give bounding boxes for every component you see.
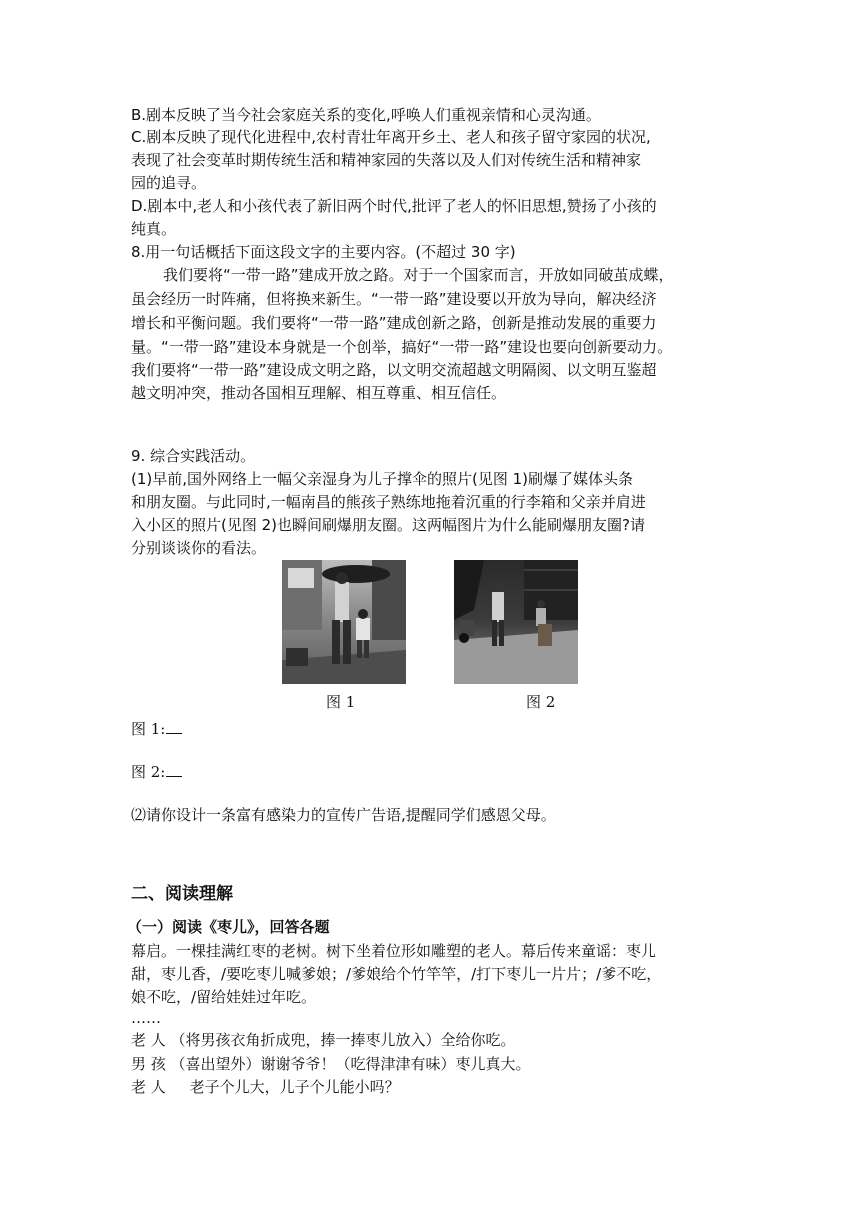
answer-2-blank[interactable] [166,762,182,777]
dialogue-line-1: 老 人 （将男孩衣角折成兜，捧一捧枣儿放入）全给你吃。 [131,1031,516,1049]
q8-passage-line-3: 增长和平衡问题。我们要将“一带一路”建成创新之路，创新是推动发展的重要力 [131,314,657,332]
figure-2-caption: 图 2 [526,693,556,711]
q8-passage-line-5: 我们要将“一带一路”建设成文明之路，以文明交流超越文明隔阂、以文明互鉴超 [131,361,657,379]
option-d-line-2: 纯真。 [131,220,177,238]
q9-part1-line-2: 和朋友圈。与此同时,一幅南昌的熊孩子熟练地拖着沉重的行李箱和父亲并肩进 [131,493,646,511]
passage-line-2: 甜，枣儿香，/要吃枣儿喊爹娘；/爹娘给个竹竿竿，/打下枣儿一片片；/爹不吃， [131,965,662,983]
dialogue-line-2: 男 孩 （喜出望外）谢谢爷爷！（吃得津津有味）枣儿真大。 [131,1055,531,1073]
figure-1-photo [282,560,406,684]
passage-line-1: 幕启。一棵挂满红枣的老树。树下坐着位形如雕塑的老人。幕后传来童谣：枣儿 [131,942,657,960]
section-2-subheading: （一）阅读《枣儿》，回答各题 [127,918,330,936]
passage-line-3: 娘不吃，/留给娃娃过年吃。 [131,988,317,1006]
passage-ellipsis: …… [131,1009,161,1027]
q8-passage-line-2: 虽会经历一时阵痛，但将换来新生。“一带一路”建设要以开放为导向，解决经济 [131,290,657,308]
option-c-line-2: 表现了社会变革时期传统生活和精神家园的失落以及人们对传统生活和精神家 [131,151,642,169]
q8-passage-line-1: 我们要将“一带一路”建成开放之路。对于一个国家而言，开放如同破茧成蝶， [163,266,674,284]
q9-part1-line-3: 入小区的照片(见图 2)也瞬间刷爆朋友圈。这两幅图片为什么能刷爆朋友圈?请 [131,516,645,534]
q8-passage-line-4: 量。“一带一路”建设本身就是一个创举，搞好“一带一路”建设也要向创新要动力。 [131,338,673,356]
option-d-line-1: D.剧本中,老人和小孩代表了新旧两个时代,批评了老人的怀旧思想,赞扬了小孩的 [131,197,657,215]
q9-part1-line-1: (1)早前,国外网络上一幅父亲湿身为儿子撑伞的照片(见图 1)刷爆了媒体头条 [131,470,634,488]
option-c-line-3: 园的追寻。 [131,174,207,192]
figure-1-caption: 图 1 [326,693,356,711]
dialogue-line-3: 老 人 老子个儿大，儿子个儿能小吗？ [131,1078,400,1096]
answer-2-label: 图 2: [131,763,166,781]
q8-prompt: 8.用一句话概括下面这段文字的主要内容。(不超过 30 字) [131,243,516,261]
option-c-line-1: C.剧本反映了现代化进程中,农村青壮年离开乡土、老人和孩子留守家园的状况, [131,128,651,146]
q9-title: 9. 综合实践活动。 [131,447,256,465]
answer-1-row [131,718,741,740]
answer-2-row [131,761,741,783]
q8-passage-line-6: 越文明冲突，推动各国相互理解、相互尊重、相互信任。 [131,384,507,402]
option-b: B.剧本反映了当今社会家庭关系的变化,呼唤人们重视亲情和心灵沟通。 [131,106,601,124]
q9-part2: ⑵请你设计一条富有感染力的宣传广告语,提醒同学们感恩父母。 [131,806,556,824]
q9-part1-line-4: 分别谈谈你的看法。 [131,539,267,557]
answer-1-label: 图 1: [131,720,166,738]
section-2-heading: 二、阅读理解 [131,884,233,904]
answer-1-blank[interactable] [166,719,182,734]
figure-2-photo [454,560,578,684]
